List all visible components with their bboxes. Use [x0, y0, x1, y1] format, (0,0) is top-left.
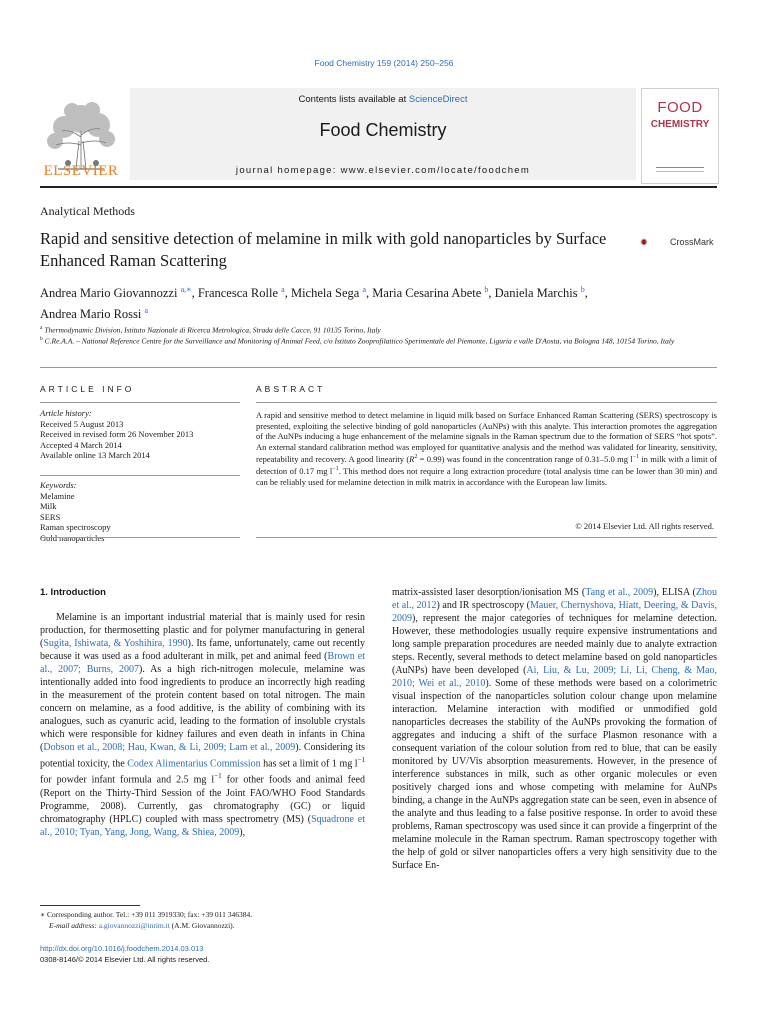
affiliation-text: Thermodynamic Division, Istituto Nazionale di Ricerca Metrologica, Strada delle Cacce, 91 10135 Torino, Italy [44, 325, 381, 335]
crossmark-icon[interactable] [640, 230, 666, 254]
author-name[interactable]: Maria Cesarina Abete [372, 286, 482, 301]
abstract-part: A rapid and sensitive method to detect melamine in liquid milk based on Surface Enhanced Raman Scattering (SERS) spectroscopy is presented, exploiting the selective binding of gold nanoparticles (AuNPs) with this analyte. This interaction promotes the aggregation of the AuNPs inducing a huge enhancement of the melamine signals in the Raman spectrum due to the formation of SERS “hot spots”. An external standard calibration method was employed for quantitative analysis and the method was validated for linearity, sensitivity, repeatability and recovery. A good linearity ( [256, 410, 717, 464]
unit-exponent: −1 [357, 756, 366, 764]
affiliation-text: C.Re.A.A. – National Reference Centre for the Surveillance and Monitoring of Animal Feed, c/o Istituto Zooprofilattico Sperimentale del Piemonte, Liguria e valle D'Aosta, via Bologna 148, 10154 Torino, Italy [44, 336, 675, 346]
abstract-copyright: © 2014 Elsevier Ltd. All rights reserved. [575, 521, 714, 531]
footnote-star: ∗ [40, 910, 46, 919]
abstract-r2: R [409, 453, 415, 464]
journal-cover-thumbnail[interactable] [641, 88, 719, 184]
article-info-bottom-rule [40, 537, 240, 538]
citation-link[interactable]: Brown et al., 2007; Burns, 2007 [40, 651, 365, 675]
keyword: Milk [40, 501, 57, 511]
citation-link[interactable]: Zhou et al., 2012 [392, 587, 717, 611]
abstract-part: . This method does not require a long extraction procedure (total analysis time can be lower than 30 min) and can be reliably used for melamine detection in milk matrix in accordance with the European law limits. [256, 466, 717, 487]
keywords-label: Keywords: [40, 480, 77, 490]
body-text: Melamine is an important industrial material that is mainly used for resin production, for thermosetting plastic and for polymer manufacturing in general ( [40, 612, 365, 649]
cover-title-line2: CHEMISTRY [650, 119, 710, 130]
cover-rule-1 [656, 167, 704, 168]
affiliation-marker: b [40, 336, 43, 342]
cover-title-line1: FOOD [657, 99, 703, 116]
author-name[interactable]: Francesca Rolle [197, 286, 279, 301]
journal-name: Food Chemistry [319, 120, 447, 140]
abstract-text [256, 410, 717, 487]
homepage-url[interactable]: www.elsevier.com/locate/foodchem [340, 165, 531, 176]
email-label: E-mail address: [49, 920, 99, 930]
abstract-unit-exp: −1 [632, 454, 640, 460]
history-received: Received 5 August 2013 [40, 418, 124, 429]
sciencedirect-link[interactable]: ScienceDirect [408, 94, 468, 105]
article-info-heading: ARTICLE INFO [40, 384, 135, 394]
citation-link[interactable]: Codex Alimentarius Commission [127, 758, 261, 770]
keyword: SERS [40, 511, 61, 522]
email-link[interactable]: a.giovannozzi@inrim.it [98, 920, 170, 930]
citation-link[interactable]: Tang et al., 2009 [585, 587, 654, 598]
author-list: Andrea Mario Giovannozzi $^{a,∗}$, Francesca Rolle $^a$, Michela Sega $^a$, Maria Cesarina Abete $^b$, Daniela Marchis $^b$, Andrea Mario Rossi $^a$ [40, 285, 588, 322]
author-name[interactable]: Andrea Mario Rossi [40, 307, 142, 322]
citation-link[interactable]: Squadrone et al., 2010; Tyan, Yang, Jong, Wang, & Shiea, 2009 [40, 813, 365, 838]
affiliation-marker: a [40, 325, 43, 331]
citation-link[interactable]: Dobson et al., 2008; Hau, Kwan, & Li, 2009; Lam et al., 2009 [43, 742, 296, 753]
journal-homepage [130, 165, 636, 176]
homepage-prefix: journal homepage: [235, 165, 341, 176]
body-text: for powder infant formula and 2.5 mg l [40, 774, 215, 786]
contents-prefix: Contents lists available at [298, 94, 409, 105]
author-affiliation-marker[interactable]: b [484, 285, 489, 294]
author-affiliation-marker[interactable]: a [281, 285, 285, 294]
abstract-heading: ABSTRACT [256, 384, 326, 394]
history-label: Article history: [40, 408, 92, 418]
front-matter-rule [40, 367, 717, 368]
history-revised: Received in revised form 26 November 2013 [40, 429, 194, 439]
body-text: ). As a high rich-nitrogen molecule, melamine was intentionally added into food ingredients to produce an incorrectly high reading in the measurement of the protein content based on total nitrogen. The main concern on melamine, as a food additive, is the ability of combining with its analogues, such as cyanuric acid, leading to the formation of insoluble crystals which were responsible for kidney failures and even death in infants in China ( [40, 664, 365, 753]
introduction-right-column [392, 586, 717, 872]
article-section: Analytical Methods [40, 204, 135, 218]
keywords-block [40, 480, 245, 543]
keyword: Raman spectroscopy [40, 522, 111, 532]
body-text: ). Considering its potential toxicity, the [40, 742, 365, 770]
citation-link[interactable]: Ai, Liu, & Lu, 2009; Li, Li, Cheng, & Mao, 2010; Wei et al., 2010 [392, 665, 717, 689]
author-affiliation-marker[interactable]: a [362, 285, 367, 294]
body-text: ). Its fame, unfortunately, came out recently because it was used as a food adulterant in milk, pet and animal feed ( [40, 638, 365, 662]
author-affiliation-marker[interactable]: a,∗ [180, 285, 192, 294]
author-name[interactable]: Andrea Mario Giovannozzi [40, 286, 178, 301]
corresponding-author-footnote [40, 910, 370, 931]
body-text: has set a limit of 1 mg l [260, 758, 358, 770]
journal-citation[interactable]: Food Chemistry 159 (2014) 250–256 [314, 58, 454, 68]
abstract-part: in milk with a limit of detection of 0.17 mg l [256, 453, 717, 477]
history-online: Available online 13 March 2014 [40, 450, 150, 460]
abstract-part: = 0.99) was found in the concentration range of 0.31–5.0 mg l [417, 453, 633, 464]
article-title: Rapid and sensitive detection of melamine in milk with gold nanoparticles by Surface Enhanced Raman Scattering [40, 229, 607, 270]
abstract-unit-exp: −1 [332, 466, 339, 473]
cover-rule-2 [656, 171, 704, 172]
crossmark-label[interactable]: CrossMark [670, 237, 714, 247]
body-text: for other foods and animal feed (Report on the Thirty-Third Session of the Joint FAO/WHO Food Standards Programme, 2008). Currently, gas chromatography (GC) or liquid chromatography (HPLC) coupled with mass spectrometry (MS) ( [40, 774, 365, 825]
body-text: ), [239, 826, 246, 838]
email-suffix: (A.M. Giovannozzi). [169, 920, 235, 930]
body-text: ), represent the major categories of techniques for melamine detection. However, these methodologies usually require expensive instrumentations and long sample preparation procedures are needed mainly due to analyte extraction steps. Recently, several methods to detect melamine based on gold nanoparticles (AuNPs) have been developed ( [392, 613, 717, 676]
elsevier-wordmark: ELSEVIER [43, 163, 119, 179]
body-text: matrix-assisted laser desorption/ionisation MS ( [392, 587, 586, 598]
unit-exponent: −1 [214, 772, 222, 781]
author-affiliation-marker[interactable]: a [144, 306, 149, 316]
abstract-bottom-rule [256, 537, 717, 538]
citation-link[interactable]: Sugita, Ishiwata, & Yoshihira, 1990 [43, 638, 188, 649]
article-info-rule [40, 402, 240, 403]
doi-link[interactable]: http://dx.doi.org/10.1016/j.foodchem.2014.03.013 [40, 944, 204, 953]
header-rule [40, 186, 717, 188]
keyword: Melamine [40, 490, 75, 501]
abstract-rule [256, 402, 717, 403]
introduction-left-column [40, 611, 365, 839]
keywords-rule [40, 475, 240, 476]
author-affiliation-marker[interactable]: b [580, 285, 585, 294]
author-name[interactable]: Daniela Marchis [494, 286, 578, 301]
affiliation-b [40, 334, 720, 347]
introduction-heading: 1. Introduction [40, 587, 106, 598]
citation-link[interactable]: Mauer, Chernyshova, Hiatt, Deering, & Davis, 2009 [392, 600, 718, 624]
body-text: ). Some of these methods were based on a colorimetric visual inspection of the nanoparticles solution colour change upon melamine interaction. Melamine interaction with modified or unmodified gold nanoparticles decreases the stability of the AuNPs provoking the formation of aggregates and inducing a shift of the surface Plasmon resonance with a consequent variation of the colour solution from red to blue, that can be easily monitored by UV/Vis absorption measurements. However, in the presence of interference substances in milk, such as other organic molecules or even positively charged ions and whose competing with melamine for AuNPs binding, a change in the AuNPs aggregation state can be seen, even in absence of the analyte and thus leading to a false positive response. In order to avoid these problems, Raman spectroscopy was used since it can provide a fingerprint of the melamine molecule in the Raman spectrum. Raman spectroscopy together with the help of gold or silver nanoparticles offers a very high sensitivity due to the Surface En- [392, 678, 717, 871]
footnote-text: Corresponding author. Tel.: +39 011 3919330; fax: +39 011 346384. [45, 910, 253, 919]
history-accepted: Accepted 4 March 2014 [40, 439, 122, 450]
issn-line: 0308-8146/© 2014 Elsevier Ltd. All rights reserved. [40, 954, 210, 964]
contents-line [130, 94, 636, 105]
article-history [40, 408, 245, 461]
footnote-rule [40, 905, 140, 906]
abstract-r2-exp: 2 [414, 454, 418, 460]
body-text: ) and IR spectroscopy ( [436, 600, 531, 611]
author-name[interactable]: Michela Sega [290, 286, 360, 301]
page-footer [40, 944, 370, 965]
body-text: ), ELISA ( [653, 587, 696, 598]
